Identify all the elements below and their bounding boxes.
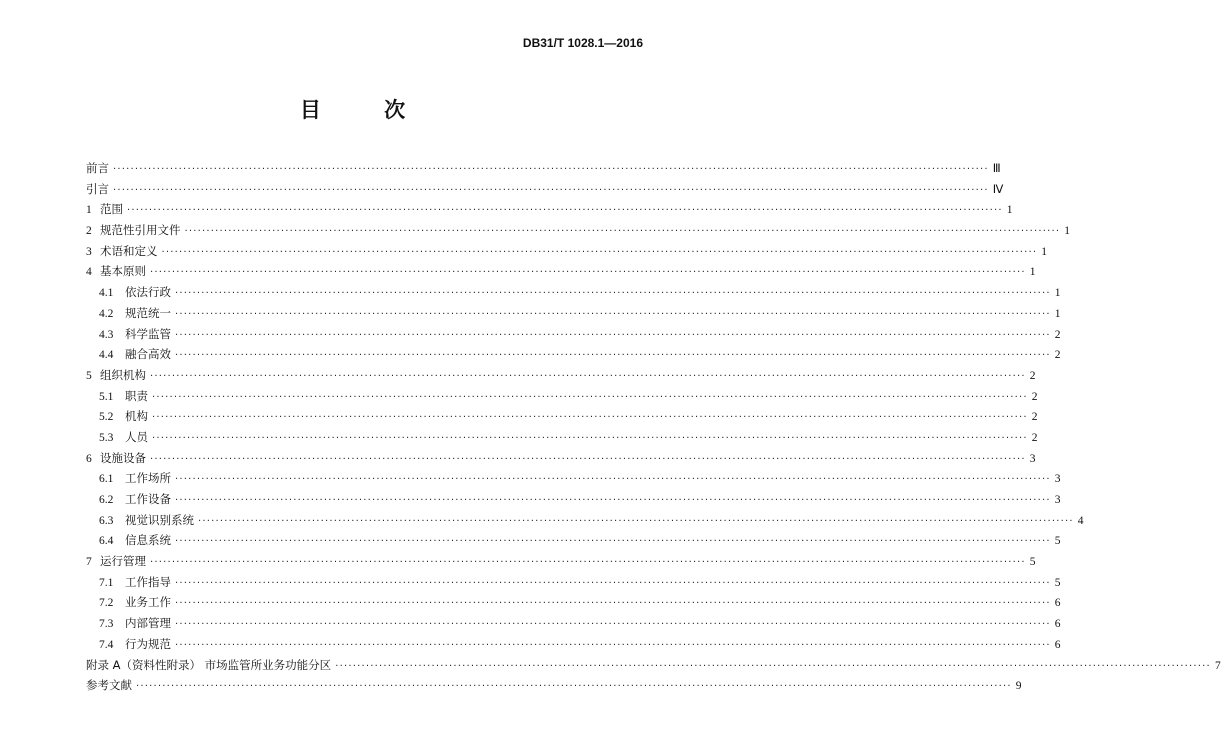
toc-entry-title: 工作场所 (125, 471, 171, 486)
toc-entry-number: 4.4 (99, 349, 114, 362)
dot-leader: ········································································································································································································ (175, 598, 1051, 610)
dot-leader: ········································································································································································································ (113, 184, 989, 196)
dot-leader: ········································································································································································································ (175, 495, 1051, 506)
toc-entry-page: 2 (1031, 390, 1038, 403)
toc-entry-number: 2 (86, 225, 92, 238)
toc-entry-page: Ⅲ (992, 163, 1001, 175)
dot-leader: ········································································································································································································ (175, 308, 1051, 320)
toc-entry-page: 3 (1029, 452, 1036, 465)
dot-leader: ········································································································································································································ (175, 536, 1051, 548)
dot-leader: ········································································································································································································ (150, 370, 1026, 382)
toc-entry-page: 1 (1054, 287, 1061, 300)
toc-entry-number: 4.3 (99, 328, 114, 341)
toc-entry-page: 1 (1006, 204, 1013, 217)
toc-entry[interactable] (86, 243, 1047, 264)
toc-entry-title: 职责 (125, 388, 148, 403)
toc-entry-number: 5.2 (99, 411, 114, 424)
toc-entry-number: 4.1 (99, 287, 114, 300)
toc-entry-page: 7 (1214, 659, 1221, 672)
toc-entry[interactable] (86, 615, 1061, 636)
toc-entry[interactable] (86, 305, 1061, 326)
toc-entry-title: 基本原则 (100, 264, 146, 279)
toc-entry-page: 1 (1054, 307, 1061, 320)
toc-entry-page: 2 (1031, 431, 1038, 444)
dot-leader: ········································································································································································································ (175, 619, 1051, 631)
toc-entry[interactable] (86, 201, 1013, 222)
toc-entry[interactable] (86, 284, 1061, 305)
toc-entry-page: 6 (1054, 618, 1061, 631)
toc-entry-number: 6 (86, 452, 92, 465)
dot-leader: ········································································································································································································ (127, 205, 1003, 217)
toc-entry-page: 3 (1054, 473, 1061, 486)
toc-entry[interactable] (86, 181, 1004, 202)
toc-entry[interactable] (86, 408, 1038, 429)
toc-entry-number: 3 (86, 245, 92, 258)
toc-entry-title: 行为规范 (125, 636, 171, 651)
toc-entry-number: 6.2 (99, 494, 114, 506)
toc-entry-title: 组织机构 (100, 367, 146, 382)
toc-entry-page: 2 (1029, 369, 1036, 382)
toc-entry-title: 规范统一 (125, 305, 171, 320)
toc-entry[interactable] (86, 388, 1038, 409)
toc-entry-number: 1 (86, 204, 92, 217)
toc-entry-title: 依法行政 (125, 285, 171, 300)
toc-entry[interactable] (86, 470, 1061, 491)
toc-entry-number: 4 (86, 266, 92, 279)
toc-entry-number: 7 (86, 556, 92, 569)
toc-entry-number: 5 (86, 369, 92, 382)
toc-entry-title: 术语和定义 (100, 243, 158, 258)
toc-entry-page: 6 (1054, 638, 1061, 651)
toc-entry-title: 规范性引用文件 (100, 223, 181, 238)
dot-leader: ········································································································································································································ (136, 681, 1012, 693)
dot-leader: ········································································································································································································ (150, 267, 1026, 279)
toc-entry[interactable] (86, 429, 1038, 450)
toc-entry-page: 2 (1054, 328, 1061, 341)
toc-entry-page: Ⅳ (992, 183, 1004, 196)
toc-entry[interactable] (86, 222, 1070, 243)
toc-entry-number: 5.3 (99, 431, 114, 444)
toc-entry-title: 内部管理 (125, 616, 171, 631)
dot-leader: ········································································································································································································ (152, 412, 1028, 424)
toc-entry-number: 6.4 (99, 535, 114, 548)
toc-entry-page: 3 (1054, 494, 1061, 506)
toc-entry-title: 机构 (125, 409, 148, 424)
toc-entry-title: 工作指导 (125, 574, 171, 589)
toc-entry[interactable] (86, 160, 1001, 181)
toc-entry-page: 9 (1015, 680, 1022, 693)
toc-entry[interactable] (86, 346, 1061, 367)
toc-entry-number: 5.1 (99, 390, 114, 403)
toc-entry-number: 6.3 (99, 514, 114, 527)
toc-entry-title: 引言 (86, 181, 109, 196)
toc-entry[interactable] (86, 263, 1036, 284)
toc-entry[interactable] (86, 636, 1061, 657)
toc-entry[interactable] (86, 367, 1036, 388)
dot-leader: ········································································································································································································ (175, 639, 1051, 651)
toc-entry-title: 前言 (86, 161, 109, 175)
toc-entry-title: 科学监管 (125, 326, 171, 341)
toc-entry-title: 附录 A（资料性附录） 市场监管所业务功能分区 (86, 657, 332, 672)
toc-entry[interactable] (86, 491, 1061, 512)
dot-leader: ········································································································································································································ (184, 226, 1061, 238)
dot-leader: ········································································································································································································ (152, 432, 1028, 444)
toc-entry[interactable] (86, 553, 1036, 574)
page-title: 目 次 (299, 98, 434, 122)
toc-entry-number: 7.4 (99, 638, 114, 651)
toc-entry-number: 6.1 (99, 473, 114, 486)
toc-entry-title: 融合高效 (125, 347, 171, 362)
toc-entry-page: 6 (1054, 597, 1061, 610)
dot-leader: ········································································································································································································ (161, 246, 1038, 258)
dot-leader: ········································································································································································································ (152, 391, 1028, 403)
toc-entry[interactable] (86, 326, 1061, 347)
toc-entry-number: 7.1 (99, 576, 114, 589)
dot-leader: ········································································································································································································ (335, 660, 1211, 672)
dot-leader: ········································································································································································································ (113, 164, 989, 175)
dot-leader: ········································································································································································································ (175, 577, 1051, 589)
toc-entry[interactable] (86, 574, 1061, 595)
toc-entry-title: 工作设备 (125, 492, 171, 506)
document-code: DB31/T 1028.1—2016 (522, 36, 643, 50)
toc-entry-title: 运行管理 (100, 554, 146, 569)
toc-entry-page: 1 (1041, 245, 1047, 258)
toc-entry-page: 5 (1054, 535, 1061, 548)
toc-entry-page: 1 (1029, 266, 1036, 279)
toc-entry-page: 1 (1064, 225, 1070, 238)
toc-entry-page: 2 (1054, 349, 1061, 362)
toc-entry-page: 4 (1077, 514, 1084, 527)
toc-entry[interactable] (86, 677, 1022, 698)
dot-leader: ········································································································································································································ (175, 329, 1051, 341)
toc-entry-title: 参考文献 (86, 678, 132, 693)
dot-leader: ········································································································································································································ (175, 474, 1051, 486)
toc-entry-page: 2 (1031, 411, 1038, 424)
toc-entry-title: 人员 (125, 429, 148, 444)
toc-entry-page: 5 (1054, 576, 1061, 589)
toc-entry[interactable] (86, 657, 1221, 678)
table-of-contents (86, 160, 1221, 698)
toc-entry-page: 5 (1029, 556, 1036, 569)
dot-leader: ········································································································································································································ (198, 515, 1074, 527)
toc-entry[interactable] (86, 532, 1061, 553)
dot-leader: ········································································································································································································ (175, 350, 1051, 362)
dot-leader: ········································································································································································································ (150, 453, 1026, 465)
dot-leader: ········································································································································································································ (175, 288, 1051, 300)
toc-entry-number: 7.3 (99, 618, 114, 631)
toc-entry-title: 信息系统 (125, 533, 171, 548)
toc-entry[interactable] (86, 512, 1084, 533)
toc-entry-title: 业务工作 (125, 595, 171, 610)
toc-entry[interactable] (86, 594, 1061, 615)
toc-entry-number: 7.2 (99, 597, 114, 610)
toc-entry-number: 4.2 (99, 307, 114, 320)
toc-entry-title: 视觉识别系统 (125, 512, 194, 527)
dot-leader: ········································································································································································································ (150, 557, 1026, 569)
toc-entry-title: 设施设备 (100, 450, 146, 465)
toc-entry[interactable] (86, 450, 1036, 471)
toc-entry-title: 范围 (100, 202, 123, 217)
